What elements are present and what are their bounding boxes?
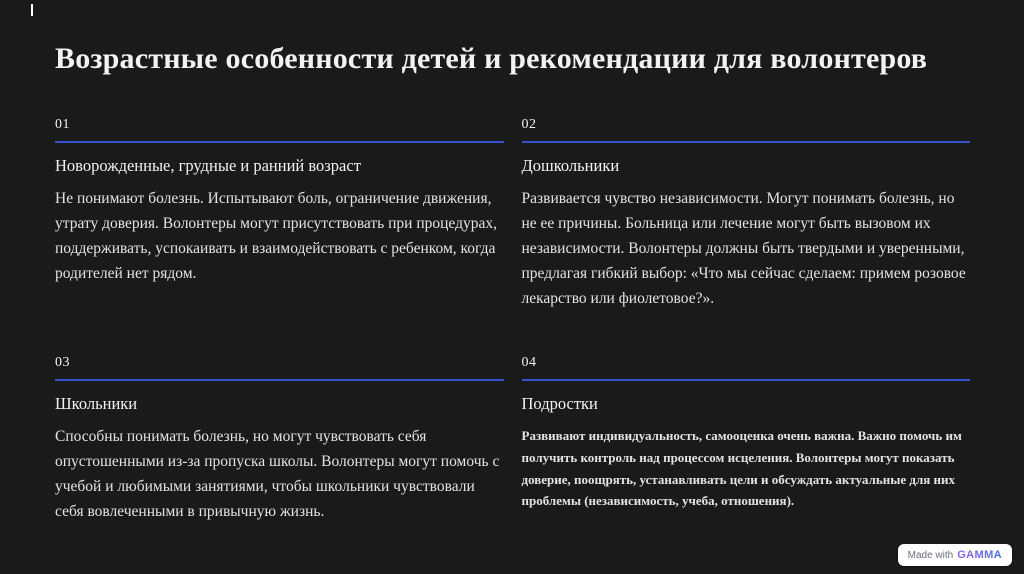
section-divider xyxy=(55,141,504,143)
section-heading: Новорожденные, грудные и ранний возраст xyxy=(55,156,361,176)
slide-title: Возрастные особенности детей и рекомендации для волонтеров xyxy=(55,42,928,75)
section-body: Не понимают болезнь. Испытывают боль, ограничение движения, утрату доверия. Волонтеры могут присутствовать при процедурах, поддерживать, успокаивать и взаимодействовать с ребенком, когда родителей нет рядом. xyxy=(55,190,497,282)
section-number: 02 xyxy=(521,117,537,133)
section-number: 04 xyxy=(521,355,537,371)
section-number: 01 xyxy=(55,117,70,133)
section-body: Развивают индивидуальность, самооценка очень важна. Важно помочь им получить контроль над процессом исцеления. Волонтеры могут показать доверие, поощрять, устанавливать цели и обсуждать актуальные для них проблемы (независимость, учеба, отношения). xyxy=(521,428,962,509)
section-heading: Подростки xyxy=(521,394,598,414)
text-cursor-artifact xyxy=(31,4,33,16)
made-with-gamma-badge[interactable] xyxy=(898,544,1012,566)
made-with-label: Made with xyxy=(907,549,954,561)
section-divider xyxy=(55,379,504,381)
section-body: Способны понимать болезнь, но могут чувствовать себя опустошенными из-за пропуска школы. Волонтеры могут помочь с учебой и любимыми занятиями, чтобы школьники чувствовали себя вовлеченными в привычную жизнь. xyxy=(55,428,500,520)
sections-grid xyxy=(55,117,970,524)
section-01 xyxy=(55,117,504,311)
section-02 xyxy=(522,117,971,311)
section-divider xyxy=(522,379,971,381)
section-03 xyxy=(55,355,504,524)
section-04 xyxy=(522,355,971,524)
section-divider xyxy=(522,141,971,143)
section-heading: Дошкольники xyxy=(521,156,620,176)
section-heading: Школьники xyxy=(55,394,138,414)
gamma-logo: GAMMA xyxy=(957,549,1002,561)
section-body: Развивается чувство независимости. Могут понимать болезнь, но не ее причины. Больница или лечение могут быть вызовом их независимости. Волонтеры должны быть твердыми и уверенными, предлагая гибкий выбор: «Что мы сейчас сделаем: примем розовое лекарство или фиолетовое?». xyxy=(521,190,966,307)
section-number: 03 xyxy=(55,355,70,371)
